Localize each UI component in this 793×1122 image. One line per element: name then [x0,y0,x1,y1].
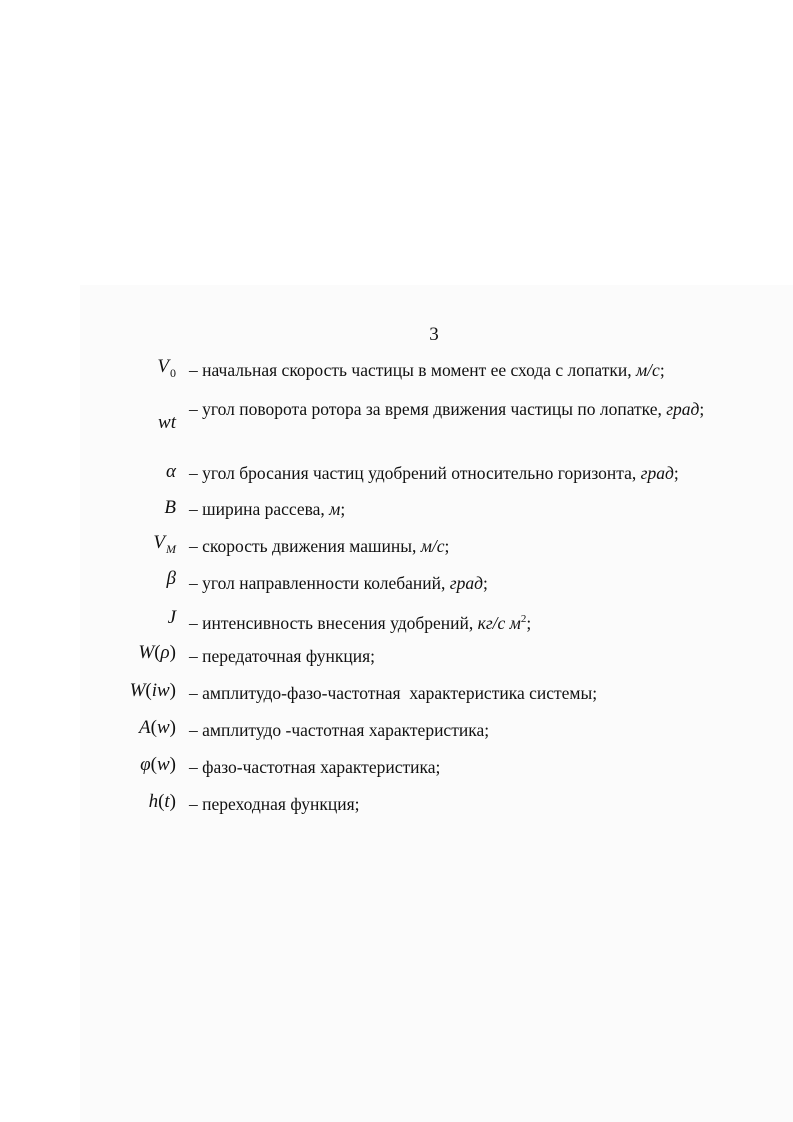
symbol-phi-w: φ(w) [140,754,176,775]
definition-phi-w: – фазо-частотная характеристика; [189,757,441,777]
definition-v0: – начальная скорость частицы в момент ее схода с лопатки, м/с; [189,360,665,380]
symbol-j: J [167,607,176,628]
page-number: 3 [429,324,439,345]
definition-b: – ширина рассева, м; [189,499,346,519]
definition-w-iw: – амплитудо-фазо-частотная характеристика системы; [189,683,598,703]
symbol-w-iw: W(iw) [129,680,176,701]
definition-a-w: – амплитудо -частотная характеристика; [189,720,490,740]
symbol-wt: wt [158,412,176,433]
symbol-v0: $V_0$ [157,356,176,380]
definition-j: – интенсивность внесения удобрений, кг/с $м^2$; [189,613,532,633]
symbol-b: B [164,497,176,518]
definition-w-rho: – передаточная функция; [189,646,375,666]
symbol-alpha: α [166,461,176,482]
symbol-vm: $V_M$ [153,532,176,556]
symbol-a-w: A(w) [139,717,176,738]
definition-beta: – угол направленности колебаний, град; [189,573,488,593]
symbol-beta: β [166,568,176,589]
definition-alpha: – угол бросания частиц удобрений относительно горизонта, град; [189,463,679,483]
definition-vm: – скорость движения машины, м/с; [189,536,450,556]
definition-h-t: – переходная функция; [189,794,360,814]
symbol-h-t: h(t) [148,791,176,812]
definition-wt: – угол поворота ротора за время движения частицы по лопатке, град; [189,399,705,419]
symbol-w-rho: W(ρ) [138,642,176,663]
